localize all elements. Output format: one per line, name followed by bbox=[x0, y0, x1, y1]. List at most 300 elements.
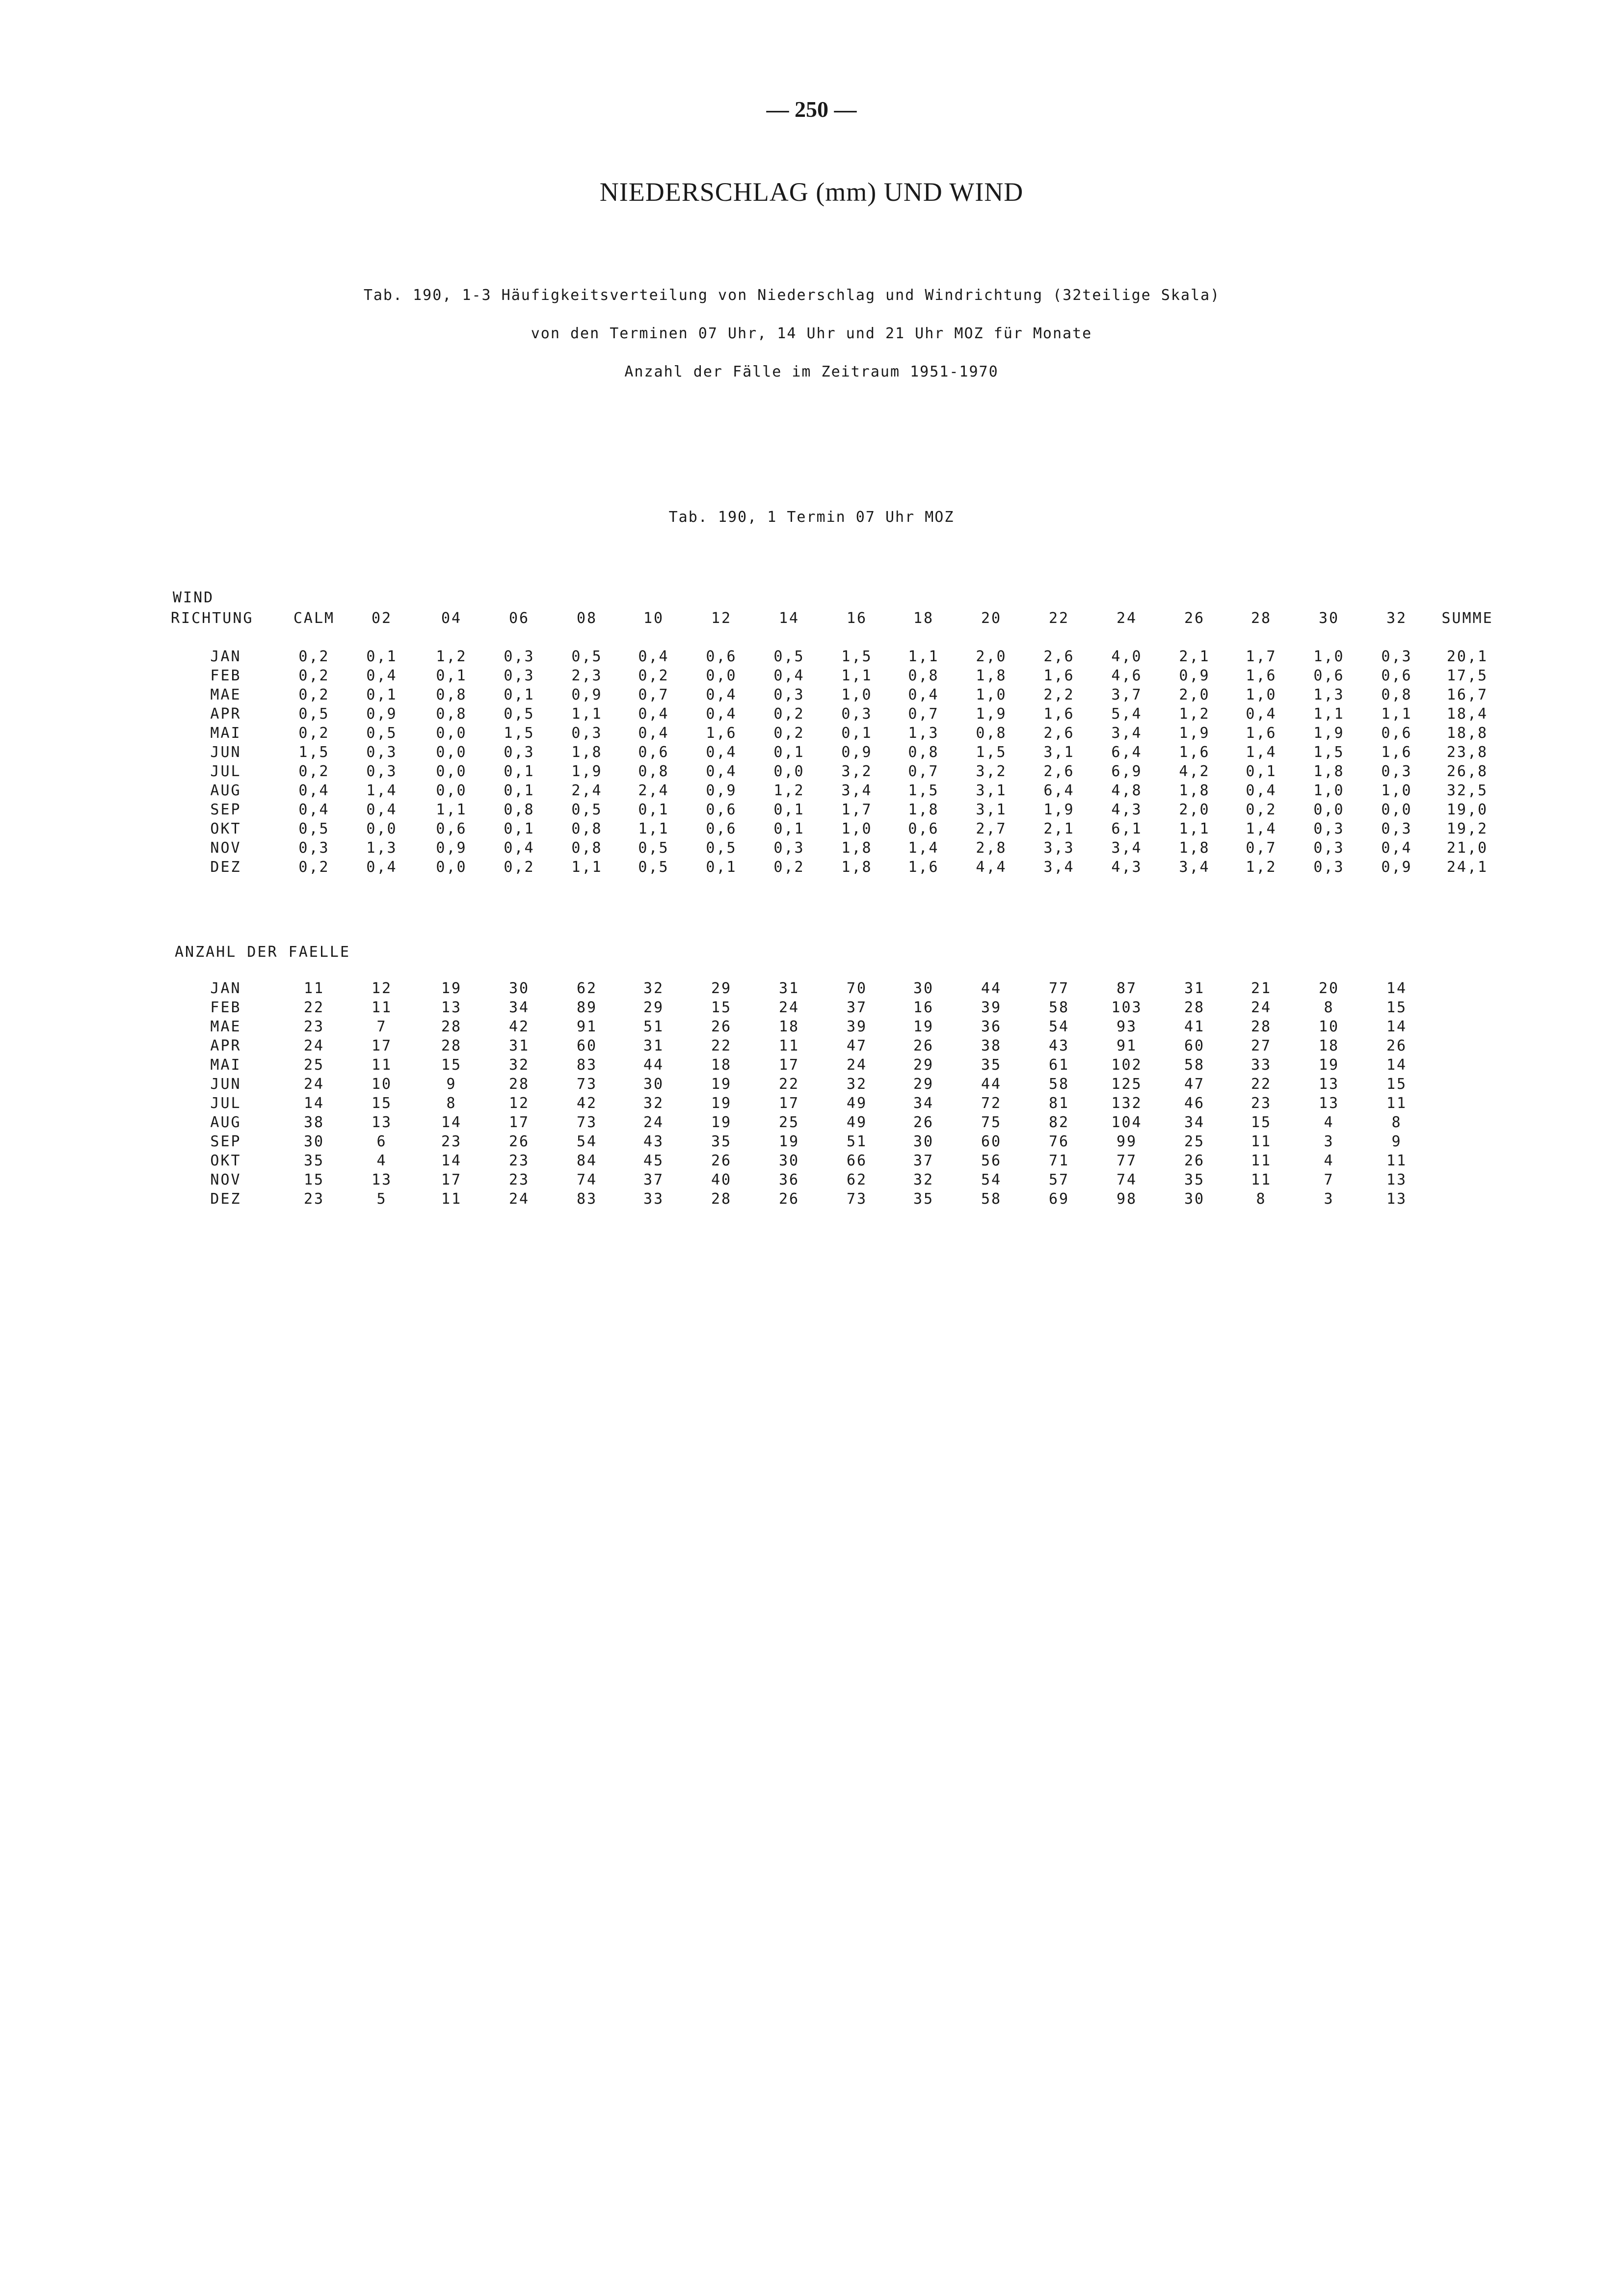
table-cell: 39 bbox=[846, 1018, 868, 1035]
table-cell: 25 bbox=[303, 1056, 325, 1074]
table-cell: 11 bbox=[1386, 1095, 1408, 1112]
table-cell: 0,1 bbox=[504, 686, 535, 703]
month-label: AUG bbox=[210, 782, 241, 799]
table-cell: 0,2 bbox=[298, 725, 330, 742]
table-cell: 0,6 bbox=[706, 801, 737, 818]
table-cell: 0,0 bbox=[773, 763, 805, 780]
table-row bbox=[0, 999, 1623, 1018]
page-number: — 250 — bbox=[766, 97, 857, 122]
table-cell: 16 bbox=[913, 999, 934, 1016]
table-cell: 57 bbox=[1048, 1171, 1070, 1189]
table-cell: 26 bbox=[913, 1037, 934, 1054]
table-cell: 11 bbox=[303, 980, 325, 997]
table-cell: 1,0 bbox=[1381, 782, 1412, 799]
table-cell: 0,3 bbox=[1381, 820, 1412, 837]
table-cell: 26 bbox=[508, 1133, 530, 1150]
table-cell: 0,4 bbox=[638, 705, 669, 723]
table-cell: 9 bbox=[1391, 1133, 1402, 1150]
table-cell: 1,6 bbox=[1381, 744, 1412, 761]
table-cell: 4 bbox=[1324, 1114, 1334, 1131]
table-cell: 0,9 bbox=[436, 839, 467, 857]
table-cell: 62 bbox=[576, 980, 598, 997]
table-cell: 30 bbox=[913, 1133, 934, 1150]
table-cell: 0,8 bbox=[571, 820, 603, 837]
table-cell: 19 bbox=[778, 1133, 800, 1150]
caption-line-2: von den Terminen 07 Uhr, 14 Uhr und 21 Uhr MOZ für Monate bbox=[531, 325, 1092, 342]
table-cell: 77 bbox=[1048, 980, 1070, 997]
table-row bbox=[0, 839, 1623, 858]
table-cell: 25 bbox=[778, 1114, 800, 1131]
table-cell: 26 bbox=[778, 1190, 800, 1208]
table-cell: 0,5 bbox=[571, 801, 603, 818]
table-cell: 13 bbox=[1386, 1190, 1408, 1208]
table-cell: 91 bbox=[576, 1018, 598, 1035]
header-richtung: RICHTUNG bbox=[171, 610, 254, 627]
table-cell: 0,2 bbox=[298, 686, 330, 703]
table-cell: 0,8 bbox=[976, 725, 1007, 742]
table-cell: 4 bbox=[376, 1152, 387, 1169]
table-cell: 1,4 bbox=[1246, 744, 1277, 761]
table-cell: 1,8 bbox=[841, 839, 873, 857]
table-cell: 0,2 bbox=[504, 859, 535, 876]
table-cell: 0,9 bbox=[571, 686, 603, 703]
table-cell: 102 bbox=[1111, 1056, 1143, 1074]
table-cell: 0,7 bbox=[908, 763, 939, 780]
table-cell: 49 bbox=[846, 1095, 868, 1112]
table-cell: 0,0 bbox=[1313, 801, 1345, 818]
table-cell: 0,0 bbox=[436, 763, 467, 780]
table-cell: 2,6 bbox=[1043, 763, 1075, 780]
table-cell: 1,0 bbox=[976, 686, 1007, 703]
table-row bbox=[0, 980, 1623, 999]
table-cell: 0,2 bbox=[773, 725, 805, 742]
table-cell: 0,8 bbox=[504, 801, 535, 818]
table-cell: 17 bbox=[778, 1095, 800, 1112]
table-cell: 0,2 bbox=[638, 667, 669, 684]
table-cell: 0,2 bbox=[298, 763, 330, 780]
table-cell: 32 bbox=[643, 980, 665, 997]
table-cell: 0,4 bbox=[638, 648, 669, 665]
table-cell: 11 bbox=[778, 1037, 800, 1054]
table-cell: 0,3 bbox=[366, 744, 398, 761]
table-cell: 12 bbox=[371, 980, 393, 997]
table-cell: 23,8 bbox=[1446, 744, 1489, 761]
column-header: 12 bbox=[711, 610, 732, 627]
table-cell: 37 bbox=[643, 1171, 665, 1189]
table-cell: 4,3 bbox=[1111, 801, 1143, 818]
table-cell: 3,4 bbox=[1111, 839, 1143, 857]
table-cell: 89 bbox=[576, 999, 598, 1016]
table-cell: 0,8 bbox=[571, 839, 603, 857]
table-cell: 1,1 bbox=[908, 648, 939, 665]
table-cell: 38 bbox=[303, 1114, 325, 1131]
month-label: SEP bbox=[210, 1133, 241, 1150]
table-cell: 84 bbox=[576, 1152, 598, 1169]
table-cell: 1,5 bbox=[841, 648, 873, 665]
table-cell: 22 bbox=[778, 1076, 800, 1093]
table-cell: 47 bbox=[1184, 1076, 1205, 1093]
caption-line-3: Anzahl der Fälle im Zeitraum 1951-1970 bbox=[624, 363, 999, 380]
table-cell: 26 bbox=[913, 1114, 934, 1131]
month-label: OKT bbox=[210, 820, 241, 837]
table-cell: 0,4 bbox=[706, 763, 737, 780]
table-cell: 0,5 bbox=[706, 839, 737, 857]
table-cell: 13 bbox=[371, 1171, 393, 1189]
table-cell: 58 bbox=[1184, 1056, 1205, 1074]
table-cell: 11 bbox=[371, 999, 393, 1016]
table-cell: 3,4 bbox=[841, 782, 873, 799]
table-cell: 74 bbox=[576, 1171, 598, 1189]
table-cell: 1,0 bbox=[1313, 648, 1345, 665]
table-cell: 1,6 bbox=[1179, 744, 1210, 761]
table-cell: 11 bbox=[441, 1190, 462, 1208]
column-header: 08 bbox=[576, 610, 598, 627]
table-cell: 3,3 bbox=[1043, 839, 1075, 857]
table-cell: 58 bbox=[1048, 999, 1070, 1016]
table-cell: 42 bbox=[576, 1095, 598, 1112]
month-label: APR bbox=[210, 705, 241, 723]
table-cell: 1,1 bbox=[1381, 705, 1412, 723]
table-cell: 0,1 bbox=[773, 820, 805, 837]
table-cell: 7 bbox=[1324, 1171, 1334, 1189]
table-cell: 14 bbox=[441, 1114, 462, 1131]
table-cell: 19 bbox=[711, 1076, 732, 1093]
table-cell: 4,3 bbox=[1111, 859, 1143, 876]
table-cell: 12 bbox=[508, 1095, 530, 1112]
table-cell: 1,1 bbox=[571, 705, 603, 723]
table-cell: 0,4 bbox=[908, 686, 939, 703]
table-cell: 4,6 bbox=[1111, 667, 1143, 684]
table-cell: 0,6 bbox=[638, 744, 669, 761]
table-cell: 35 bbox=[1184, 1171, 1205, 1189]
table-cell: 23 bbox=[303, 1018, 325, 1035]
table-cell: 1,9 bbox=[1043, 801, 1075, 818]
table-cell: 0,1 bbox=[638, 801, 669, 818]
table-cell: 14 bbox=[1386, 1018, 1408, 1035]
column-header: 02 bbox=[371, 610, 393, 627]
table-cell: 29 bbox=[643, 999, 665, 1016]
table-cell: 1,5 bbox=[298, 744, 330, 761]
month-label: MAI bbox=[210, 1056, 241, 1074]
table-row bbox=[0, 820, 1623, 839]
table-cell: 24 bbox=[643, 1114, 665, 1131]
table-cell: 0,2 bbox=[298, 667, 330, 684]
month-label: MAE bbox=[210, 686, 241, 703]
table-cell: 0,2 bbox=[773, 705, 805, 723]
table-cell: 28 bbox=[508, 1076, 530, 1093]
table-cell: 11 bbox=[1251, 1152, 1272, 1169]
table-row bbox=[0, 1152, 1623, 1171]
table-cell: 73 bbox=[846, 1190, 868, 1208]
table-cell: 81 bbox=[1048, 1095, 1070, 1112]
table-cell: 2,0 bbox=[1179, 686, 1210, 703]
table-row bbox=[0, 744, 1623, 762]
table-cell: 23 bbox=[1251, 1095, 1272, 1112]
table-cell: 17 bbox=[778, 1056, 800, 1074]
table-cell: 19,0 bbox=[1446, 801, 1489, 818]
month-label: NOV bbox=[210, 839, 241, 857]
table-cell: 1,9 bbox=[976, 705, 1007, 723]
table-cell: 3 bbox=[1324, 1190, 1334, 1208]
table-cell: 17 bbox=[441, 1171, 462, 1189]
table-cell: 1,8 bbox=[1179, 782, 1210, 799]
table-cell: 30 bbox=[1184, 1190, 1205, 1208]
table-cell: 0,4 bbox=[366, 801, 398, 818]
month-label: JUN bbox=[210, 1076, 241, 1093]
table-cell: 0,9 bbox=[1381, 859, 1412, 876]
table-cell: 82 bbox=[1048, 1114, 1070, 1131]
table-cell: 32 bbox=[913, 1171, 934, 1189]
table-cell: 0,8 bbox=[908, 667, 939, 684]
column-header: 30 bbox=[1318, 610, 1340, 627]
month-label: JUL bbox=[210, 763, 241, 780]
table-cell: 45 bbox=[643, 1152, 665, 1169]
table-cell: 0,6 bbox=[706, 820, 737, 837]
table-cell: 0,0 bbox=[436, 725, 467, 742]
table-cell: 22 bbox=[1251, 1076, 1272, 1093]
table-cell: 1,1 bbox=[841, 667, 873, 684]
table-cell: 0,6 bbox=[436, 820, 467, 837]
table-cell: 9 bbox=[446, 1076, 457, 1093]
column-header: 20 bbox=[981, 610, 1002, 627]
table-cell: 56 bbox=[981, 1152, 1002, 1169]
table-cell: 49 bbox=[846, 1114, 868, 1131]
table-cell: 0,0 bbox=[436, 782, 467, 799]
table-cell: 32 bbox=[846, 1076, 868, 1093]
month-label: JUN bbox=[210, 744, 241, 761]
table-cell: 11 bbox=[1251, 1171, 1272, 1189]
count-section-title: ANZAHL DER FAELLE bbox=[175, 944, 351, 961]
table-cell: 28 bbox=[1251, 1018, 1272, 1035]
table-cell: 8 bbox=[1324, 999, 1334, 1016]
table-cell: 24 bbox=[303, 1076, 325, 1093]
table-cell: 28 bbox=[441, 1018, 462, 1035]
column-header: 24 bbox=[1116, 610, 1138, 627]
table-cell: 6,1 bbox=[1111, 820, 1143, 837]
table-cell: 0,3 bbox=[1381, 648, 1412, 665]
table-cell: 0,2 bbox=[773, 859, 805, 876]
table-row bbox=[0, 801, 1623, 820]
table-cell: 30 bbox=[303, 1133, 325, 1150]
table-cell: 3,4 bbox=[1111, 725, 1143, 742]
table-cell: 0,2 bbox=[1246, 801, 1277, 818]
table-cell: 8 bbox=[1256, 1190, 1267, 1208]
table-cell: 17 bbox=[371, 1037, 393, 1054]
table-cell: 8 bbox=[1391, 1114, 1402, 1131]
table-cell: 37 bbox=[846, 999, 868, 1016]
table-row bbox=[0, 1114, 1623, 1133]
month-label: APR bbox=[210, 1037, 241, 1054]
table-cell: 23 bbox=[303, 1190, 325, 1208]
table-cell: 18,4 bbox=[1446, 705, 1489, 723]
table-cell: 1,1 bbox=[1313, 705, 1345, 723]
table-row bbox=[0, 1056, 1623, 1075]
table-cell: 24 bbox=[846, 1056, 868, 1074]
table-cell: 35 bbox=[913, 1190, 934, 1208]
table-cell: 44 bbox=[981, 1076, 1002, 1093]
table-cell: 0,4 bbox=[706, 744, 737, 761]
table-cell: 20,1 bbox=[1446, 648, 1489, 665]
column-header: 04 bbox=[441, 610, 462, 627]
table-cell: 24 bbox=[508, 1190, 530, 1208]
table-cell: 14 bbox=[303, 1095, 325, 1112]
table-cell: 40 bbox=[711, 1171, 732, 1189]
column-header: 18 bbox=[913, 610, 934, 627]
table-cell: 132 bbox=[1111, 1095, 1143, 1112]
table-cell: 0,4 bbox=[1246, 705, 1277, 723]
table-cell: 2,3 bbox=[571, 667, 603, 684]
table-cell: 27 bbox=[1251, 1037, 1272, 1054]
table-cell: 0,3 bbox=[841, 705, 873, 723]
table-cell: 24 bbox=[1251, 999, 1272, 1016]
table-cell: 15 bbox=[441, 1056, 462, 1074]
table-cell: 1,1 bbox=[1179, 820, 1210, 837]
table-cell: 125 bbox=[1111, 1076, 1143, 1093]
table-cell: 0,4 bbox=[706, 686, 737, 703]
column-header: 14 bbox=[778, 610, 800, 627]
column-header: 26 bbox=[1184, 610, 1205, 627]
table-cell: 18,8 bbox=[1446, 725, 1489, 742]
table-cell: 17,5 bbox=[1446, 667, 1489, 684]
table-cell: 5,4 bbox=[1111, 705, 1143, 723]
table-cell: 1,6 bbox=[1043, 667, 1075, 684]
table-cell: 1,2 bbox=[436, 648, 467, 665]
table-cell: 46 bbox=[1184, 1095, 1205, 1112]
table-cell: 8 bbox=[446, 1095, 457, 1112]
table-cell: 1,4 bbox=[366, 782, 398, 799]
table-cell: 0,5 bbox=[366, 725, 398, 742]
table-cell: 32 bbox=[643, 1095, 665, 1112]
table-cell: 26 bbox=[711, 1018, 732, 1035]
table-cell: 0,3 bbox=[773, 686, 805, 703]
table-cell: 24 bbox=[778, 999, 800, 1016]
month-label: MAI bbox=[210, 725, 241, 742]
table-cell: 15 bbox=[1386, 999, 1408, 1016]
table-cell: 13 bbox=[1386, 1171, 1408, 1189]
table-cell: 15 bbox=[371, 1095, 393, 1112]
table-cell: 60 bbox=[576, 1037, 598, 1054]
month-label: SEP bbox=[210, 801, 241, 818]
table-cell: 13 bbox=[1318, 1076, 1340, 1093]
table-cell: 18 bbox=[778, 1018, 800, 1035]
table-cell: 0,2 bbox=[298, 648, 330, 665]
table-cell: 1,8 bbox=[976, 667, 1007, 684]
table-row bbox=[0, 686, 1623, 705]
month-label: FEB bbox=[210, 667, 241, 684]
table-cell: 15 bbox=[1251, 1114, 1272, 1131]
table-cell: 44 bbox=[981, 980, 1002, 997]
table-cell: 1,2 bbox=[1179, 705, 1210, 723]
table-cell: 0,3 bbox=[504, 648, 535, 665]
table-cell: 0,1 bbox=[841, 725, 873, 742]
table-cell: 1,7 bbox=[1246, 648, 1277, 665]
table-cell: 1,1 bbox=[436, 801, 467, 818]
table-cell: 0,5 bbox=[298, 820, 330, 837]
table-cell: 0,8 bbox=[436, 686, 467, 703]
table-cell: 0,0 bbox=[1381, 801, 1412, 818]
table-cell: 2,6 bbox=[1043, 725, 1075, 742]
table-cell: 24 bbox=[303, 1037, 325, 1054]
table-cell: 38 bbox=[981, 1037, 1002, 1054]
table-cell: 33 bbox=[1251, 1056, 1272, 1074]
table-cell: 0,1 bbox=[436, 667, 467, 684]
table-cell: 0,3 bbox=[571, 725, 603, 742]
table-cell: 0,5 bbox=[571, 648, 603, 665]
page-title: NIEDERSCHLAG (mm) UND WIND bbox=[599, 177, 1024, 207]
table-cell: 13 bbox=[441, 999, 462, 1016]
table-cell: 58 bbox=[981, 1190, 1002, 1208]
table-cell: 0,6 bbox=[908, 820, 939, 837]
table-cell: 0,0 bbox=[366, 820, 398, 837]
table-cell: 1,6 bbox=[1043, 705, 1075, 723]
header-wind: WIND bbox=[173, 589, 214, 606]
table-cell: 1,2 bbox=[1246, 859, 1277, 876]
table-cell: 18 bbox=[1318, 1037, 1340, 1054]
caption-line-1: Tab. 190, 1-3 Häufigkeitsverteilung von Niederschlag und Windrichtung (32teilige Skala) bbox=[363, 287, 1221, 304]
table-cell: 39 bbox=[981, 999, 1002, 1016]
table-cell: 35 bbox=[981, 1056, 1002, 1074]
table-cell: 1,5 bbox=[1313, 744, 1345, 761]
table-cell: 36 bbox=[981, 1018, 1002, 1035]
table-cell: 1,3 bbox=[908, 725, 939, 742]
table-cell: 0,5 bbox=[504, 705, 535, 723]
table-cell: 44 bbox=[643, 1056, 665, 1074]
table-cell: 1,2 bbox=[773, 782, 805, 799]
table-cell: 2,4 bbox=[638, 782, 669, 799]
table-cell: 28 bbox=[1184, 999, 1205, 1016]
table-cell: 103 bbox=[1111, 999, 1143, 1016]
table-cell: 54 bbox=[576, 1133, 598, 1150]
table-cell: 2,2 bbox=[1043, 686, 1075, 703]
table-cell: 0,3 bbox=[298, 839, 330, 857]
table-cell: 69 bbox=[1048, 1190, 1070, 1208]
table-cell: 10 bbox=[1318, 1018, 1340, 1035]
table-row bbox=[0, 782, 1623, 801]
table-cell: 0,1 bbox=[366, 686, 398, 703]
table-cell: 28 bbox=[441, 1037, 462, 1054]
table-cell: 34 bbox=[508, 999, 530, 1016]
column-header: 32 bbox=[1386, 610, 1408, 627]
table-cell: 31 bbox=[643, 1037, 665, 1054]
table-row bbox=[0, 859, 1623, 877]
table-cell: 2,1 bbox=[1043, 820, 1075, 837]
table-cell: 29 bbox=[913, 1076, 934, 1093]
table-cell: 61 bbox=[1048, 1056, 1070, 1074]
table-cell: 3,4 bbox=[1179, 859, 1210, 876]
table-cell: 0,3 bbox=[1313, 820, 1345, 837]
table-cell: 1,5 bbox=[908, 782, 939, 799]
table-cell: 0,3 bbox=[366, 763, 398, 780]
table-cell: 19 bbox=[913, 1018, 934, 1035]
table-cell: 26,8 bbox=[1446, 763, 1489, 780]
table-cell: 3,1 bbox=[976, 801, 1007, 818]
table-cell: 51 bbox=[643, 1018, 665, 1035]
table-cell: 0,5 bbox=[638, 859, 669, 876]
table-cell: 0,3 bbox=[1381, 763, 1412, 780]
table-cell: 4,8 bbox=[1111, 782, 1143, 799]
table-cell: 73 bbox=[576, 1076, 598, 1093]
table-cell: 1,0 bbox=[841, 820, 873, 837]
table-cell: 37 bbox=[913, 1152, 934, 1169]
table-cell: 32,5 bbox=[1446, 782, 1489, 799]
table-cell: 99 bbox=[1116, 1133, 1138, 1150]
table-cell: 26 bbox=[711, 1152, 732, 1169]
table-cell: 35 bbox=[711, 1133, 732, 1150]
table-cell: 16,7 bbox=[1446, 686, 1489, 703]
table-cell: 25 bbox=[1184, 1133, 1205, 1150]
table-cell: 1,9 bbox=[1313, 725, 1345, 742]
table-cell: 23 bbox=[508, 1171, 530, 1189]
